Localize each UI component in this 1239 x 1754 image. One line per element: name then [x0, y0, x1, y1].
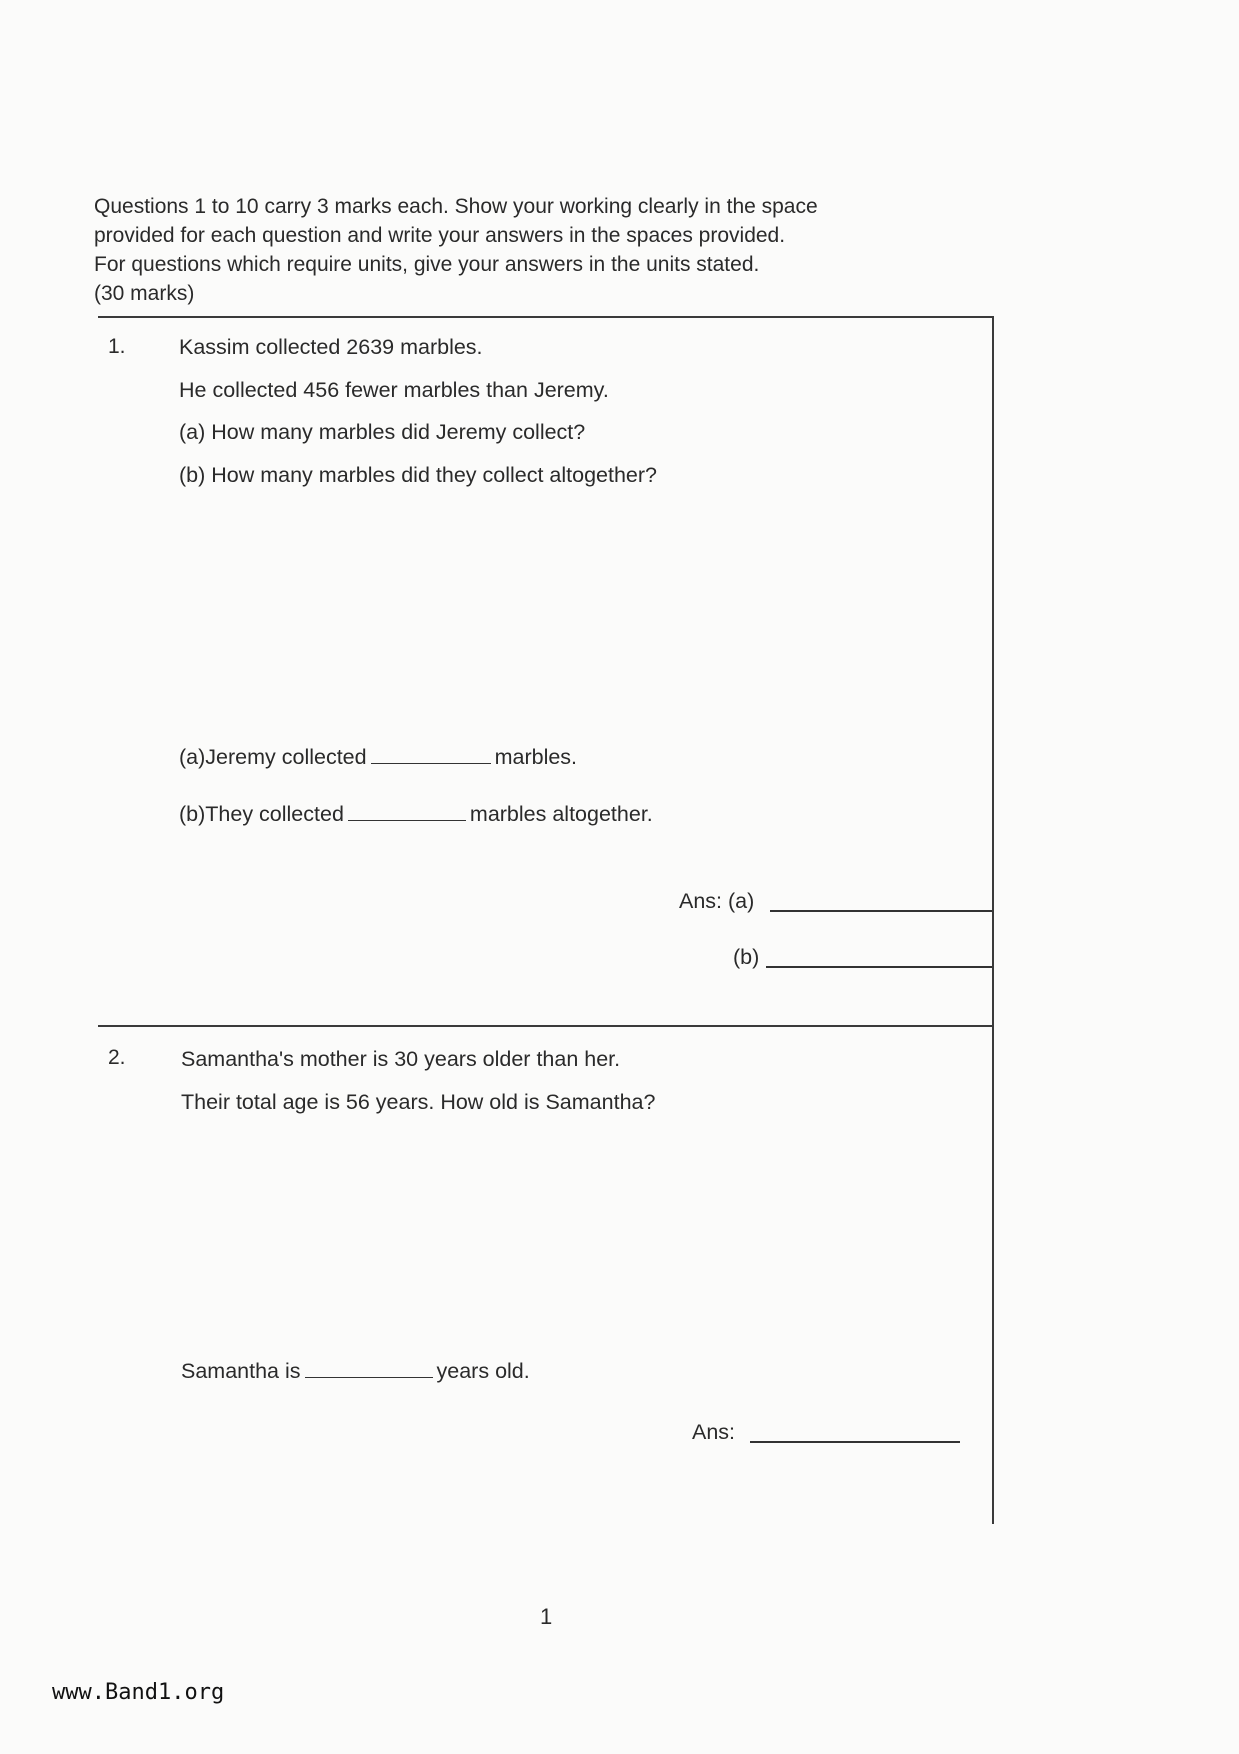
instructions-line-4: (30 marks) — [94, 282, 195, 305]
fill-b-prefix: (b)They collected — [179, 802, 344, 826]
fill-prefix: Samantha is — [181, 1359, 301, 1383]
question-1-line-2: He collected 456 fewer marbles than Jeremy. — [179, 378, 609, 402]
question-1-answer-b-line[interactable] — [766, 966, 992, 968]
question-1-part-a: (a) How many marbles did Jeremy collect? — [179, 420, 586, 444]
question-divider — [98, 1025, 994, 1027]
question-1-answer-a-label: Ans: (a) — [679, 889, 755, 913]
right-border — [992, 316, 994, 1524]
question-1-fill-a — [179, 743, 577, 771]
question-2-answer-line[interactable] — [750, 1441, 960, 1443]
question-1-part-b: (b) How many marbles did they collect altogether? — [179, 463, 657, 487]
fill-blank[interactable] — [305, 1359, 433, 1378]
question-2-answer-label: Ans: — [692, 1420, 736, 1444]
top-divider — [98, 316, 994, 318]
fill-b-blank[interactable] — [348, 802, 466, 821]
fill-a-suffix: marbles. — [494, 745, 578, 769]
question-2-number: 2. — [108, 1046, 126, 1069]
question-1-fill-b — [179, 800, 653, 828]
fill-a-prefix: (a)Jeremy collected — [179, 745, 367, 769]
question-2-fill — [181, 1357, 530, 1385]
question-2-line-1: Samantha's mother is 30 years older than her. — [181, 1047, 621, 1071]
question-2-line-2: Their total age is 56 years. How old is Samantha? — [181, 1090, 656, 1114]
instructions — [94, 192, 1004, 308]
fill-a-blank[interactable] — [371, 745, 491, 764]
page-number: 1 — [540, 1604, 553, 1629]
fill-b-suffix: marbles altogether. — [469, 802, 653, 826]
question-1-line-1: Kassim collected 2639 marbles. — [179, 335, 483, 359]
question-1-number: 1. — [108, 335, 126, 358]
fill-suffix: years old. — [436, 1359, 530, 1383]
question-1-answer-b-label: (b) — [733, 945, 760, 969]
question-1-answer-a-line[interactable] — [770, 910, 992, 912]
instructions-line-1: Questions 1 to 10 carry 3 marks each. Show your working clearly in the space — [94, 195, 818, 218]
instructions-line-3: For questions which require units, give your answers in the units stated. — [94, 253, 760, 276]
footer-watermark: www.Band1.org — [52, 1680, 225, 1705]
instructions-line-2: provided for each question and write your answers in the spaces provided. — [94, 224, 786, 247]
